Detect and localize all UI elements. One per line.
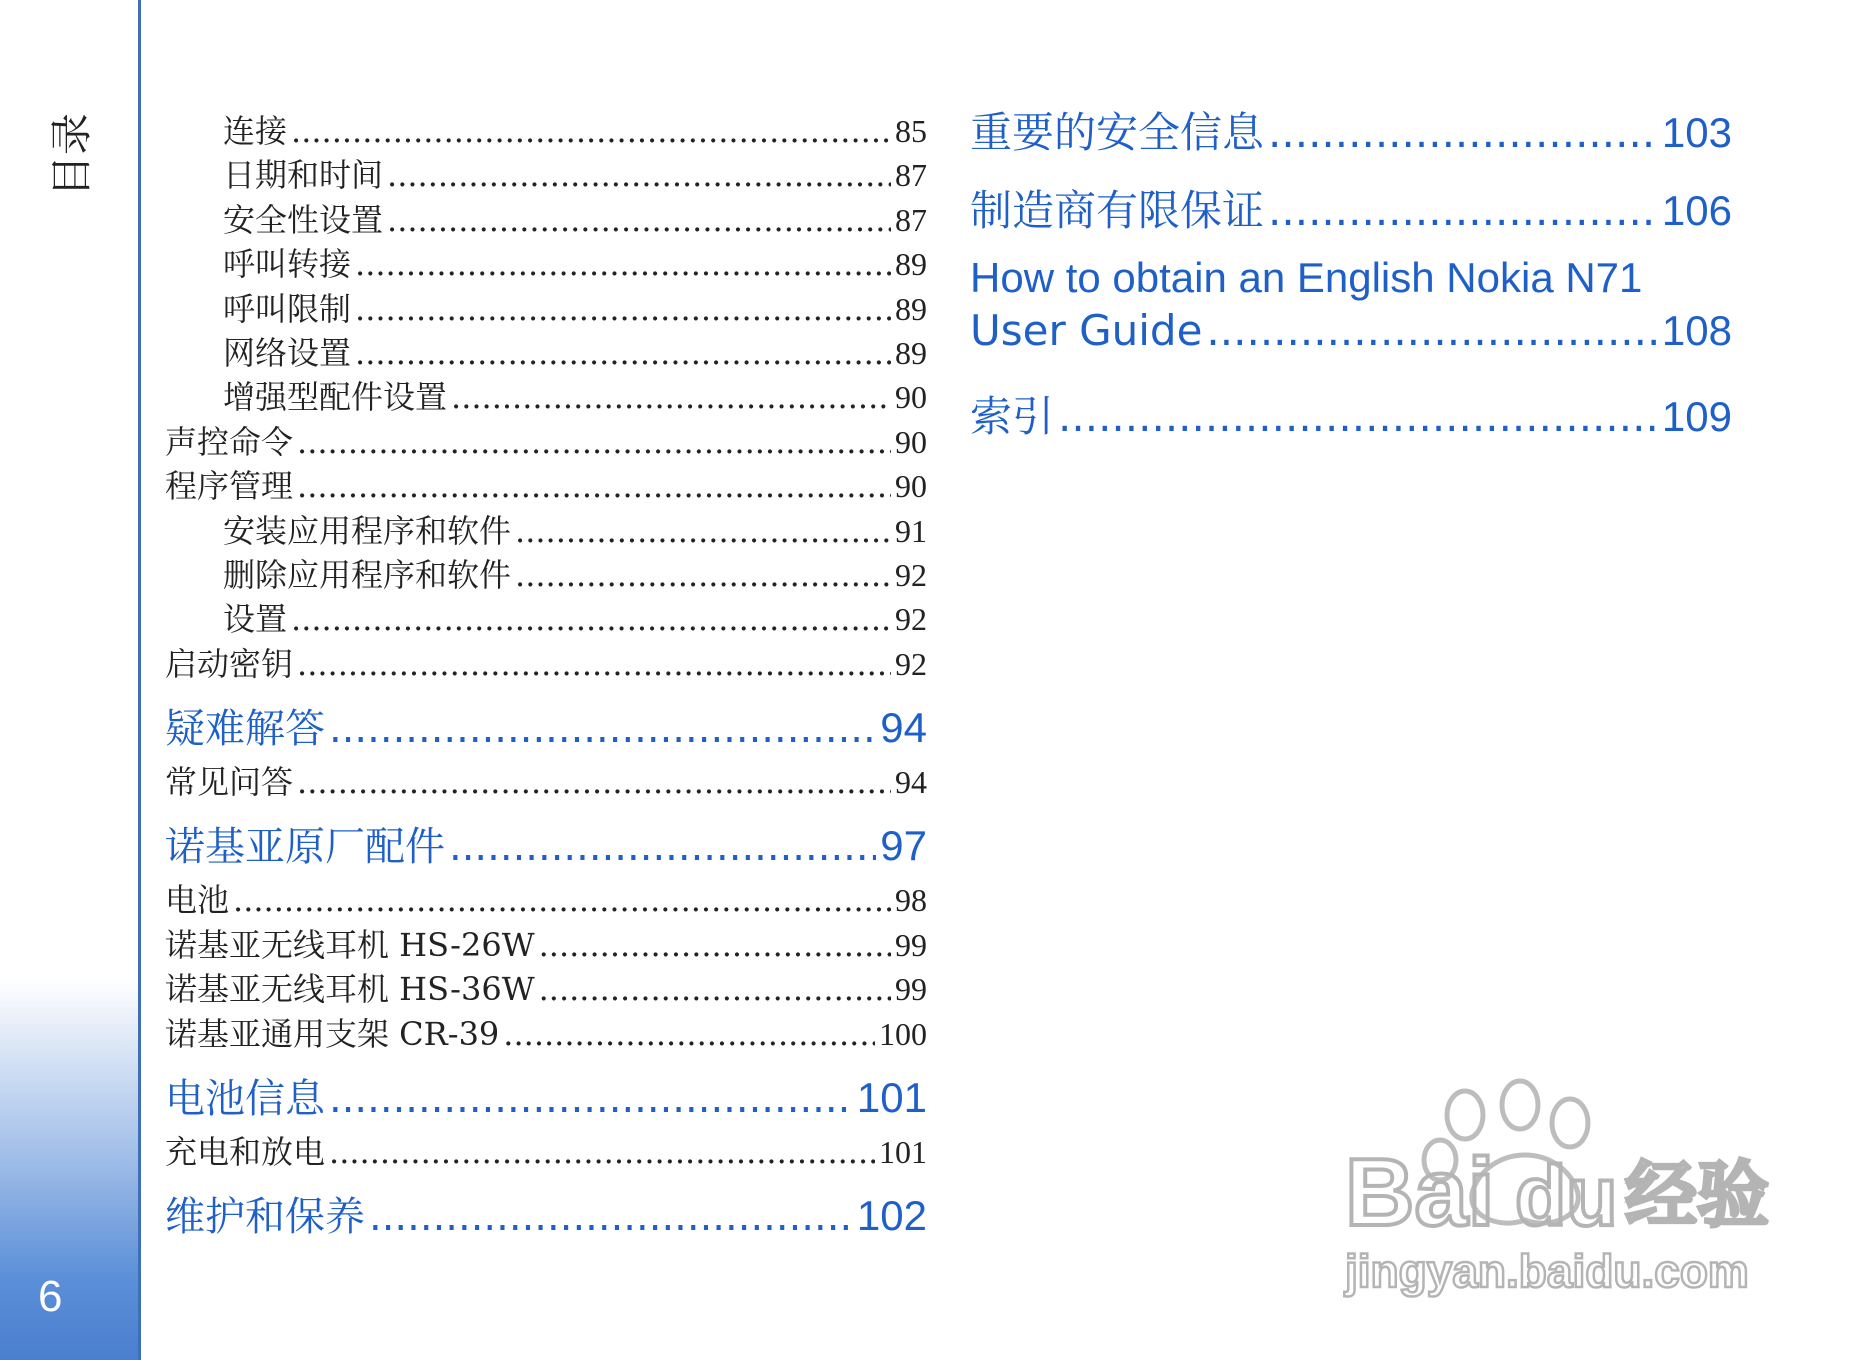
toc-entry[interactable] (165, 1127, 927, 1171)
toc-entry[interactable] (165, 964, 927, 1008)
toc-section-heading[interactable] (970, 306, 1732, 370)
toc-entry-page: 92 (895, 556, 927, 593)
toc-entry-page: 101 (856, 1074, 927, 1122)
toc-entry-page: 91 (895, 512, 927, 549)
toc-section-heading[interactable] (970, 384, 1732, 448)
toc-entry-title: 充电和放电 (165, 1133, 326, 1172)
svg-text:Bai: Bai (1345, 1139, 1495, 1246)
toc-entry-title: 日期和时间 (223, 156, 384, 195)
toc-dot-leader (297, 763, 891, 801)
toc-entry-page: 99 (895, 971, 927, 1008)
toc-entry[interactable] (165, 1009, 927, 1053)
toc-entry-title: 呼叫转接 (223, 245, 352, 284)
toc-entry-title: 设置 (223, 600, 288, 639)
toc-dot-leader (355, 245, 891, 283)
toc-entry[interactable] (165, 550, 927, 594)
toc-entry-title: 常见问答 (165, 763, 294, 802)
baidu-paw-logo-icon (1325, 1075, 1795, 1305)
toc-section-heading[interactable] (165, 815, 927, 875)
toc-entry-title: 启动密钥 (165, 644, 294, 683)
toc-dot-leader (1058, 392, 1658, 441)
toc-section-heading[interactable] (970, 100, 1732, 164)
toc-entry-title: 网络设置 (223, 333, 352, 372)
toc-entry-page: 89 (895, 290, 927, 327)
toc-dot-leader (329, 1076, 853, 1122)
toc-entry[interactable] (165, 284, 927, 328)
toc-entry-title: User Guide (970, 306, 1203, 355)
toc-entry-title: 声控命令 (165, 422, 294, 461)
toc-dot-leader (369, 1194, 853, 1240)
toc-entry[interactable] (165, 106, 927, 150)
toc-entry-page: 87 (895, 157, 927, 194)
toc-dot-leader (503, 1015, 875, 1053)
toc-dot-leader (539, 970, 891, 1008)
toc-entry-title: 电池信息 (165, 1076, 325, 1123)
toc-entry-page: 90 (895, 468, 927, 505)
toc-dot-leader (515, 556, 891, 594)
toc-entry-title: 诺基亚原厂配件 (165, 824, 445, 871)
toc-dot-leader (1268, 186, 1658, 235)
toc-dot-leader (387, 201, 891, 239)
svg-text:经验: 经验 (1625, 1153, 1770, 1237)
toc-heading-line[interactable]: How to obtain an English Nokia N71 (970, 254, 1643, 301)
svg-text:du: du (1515, 1149, 1618, 1243)
toc-entry[interactable] (165, 506, 927, 550)
toc-dot-leader (355, 334, 891, 372)
toc-dot-leader (233, 881, 891, 919)
toc-entry[interactable] (165, 461, 927, 505)
sidebar-section-title: 目录 (47, 112, 97, 198)
svg-text:jingyan.baidu.com: jingyan.baidu.com (1345, 1245, 1749, 1297)
toc-entry-title: 电池 (165, 881, 230, 920)
toc-entry-title: 连接 (223, 112, 288, 150)
toc-entry[interactable] (165, 594, 927, 638)
toc-dot-leader (449, 824, 876, 870)
toc-entry[interactable] (165, 150, 927, 194)
toc-entry-page: 90 (895, 423, 927, 460)
toc-entry-title: 诺基亚无线耳机 HS-36W (165, 970, 535, 1009)
toc-entry[interactable] (165, 757, 927, 801)
toc-entry-page: 94 (895, 764, 927, 801)
toc-entry-page: 108 (1661, 307, 1732, 354)
toc-dot-leader (387, 156, 891, 194)
sidebar-divider (138, 0, 141, 1360)
toc-entry-page: 98 (895, 882, 927, 919)
toc-dot-leader (297, 467, 891, 505)
toc-entry-page: 97 (880, 822, 927, 870)
toc-entry[interactable] (165, 195, 927, 239)
toc-entry[interactable] (165, 328, 927, 372)
toc-dot-leader (329, 706, 876, 752)
toc-entry-page: 106 (1661, 187, 1732, 234)
toc-section-heading[interactable] (970, 178, 1732, 242)
toc-dot-leader (291, 600, 891, 638)
toc-entry-title: 增强型配件设置 (223, 378, 448, 417)
toc-entry[interactable] (165, 875, 927, 919)
toc-dot-leader (1268, 108, 1658, 157)
toc-entry-title: 删除应用程序和软件 (223, 555, 512, 594)
toc-entry-page: 87 (895, 201, 927, 238)
toc-entry-page: 92 (895, 601, 927, 638)
toc-entry[interactable] (165, 239, 927, 283)
toc-entry-title: 呼叫限制 (223, 289, 352, 328)
toc-entry-title: 诺基亚无线耳机 HS-26W (165, 925, 535, 964)
toc-dot-leader (291, 112, 891, 150)
toc-entry-title: 安装应用程序和软件 (223, 511, 512, 550)
toc-section-heading[interactable] (165, 697, 927, 757)
toc-entry-page: 89 (895, 334, 927, 371)
toc-entry-page: 89 (895, 246, 927, 283)
toc-entry-title: 索引 (970, 392, 1055, 441)
toc-dot-leader (297, 645, 891, 683)
toc-entry-page: 90 (895, 379, 927, 416)
toc-entry-page: 94 (880, 704, 927, 752)
toc-entry[interactable] (165, 639, 927, 683)
toc-entry-title: 维护和保养 (165, 1194, 365, 1241)
toc-dot-leader (451, 378, 891, 416)
toc-entry-title: 安全性设置 (223, 200, 384, 239)
toc-left-column (165, 106, 927, 1245)
toc-dot-leader (297, 423, 891, 461)
toc-entry-page: 92 (895, 645, 927, 682)
toc-entry-title: 制造商有限保证 (970, 186, 1265, 235)
toc-entry-title: 程序管理 (165, 467, 294, 506)
toc-entry-page: 102 (856, 1192, 927, 1240)
toc-entry-title: 诺基亚通用支架 CR-39 (165, 1014, 500, 1053)
page-number: 6 (38, 1272, 63, 1321)
toc-section-heading[interactable] (165, 1067, 927, 1127)
toc-section-heading[interactable] (165, 1185, 927, 1245)
toc-entry-page: 85 (895, 113, 927, 149)
toc-dot-leader (329, 1133, 875, 1171)
toc-dot-leader (539, 926, 891, 964)
toc-entry-title: 疑难解答 (165, 706, 325, 753)
toc-entry-page: 99 (895, 926, 927, 963)
toc-entry-page: 109 (1661, 393, 1732, 440)
toc-entry[interactable] (165, 417, 927, 461)
toc-entry-page: 101 (879, 1134, 927, 1171)
toc-entry[interactable] (165, 372, 927, 416)
toc-right-column (970, 100, 1732, 448)
toc-dot-leader (355, 290, 891, 328)
toc-entry-page: 103 (1661, 109, 1732, 156)
toc-entry-page: 100 (879, 1015, 927, 1052)
baidu-jingyan-watermark (1325, 1075, 1795, 1305)
toc-entry-title: 重要的安全信息 (970, 108, 1265, 157)
toc-dot-leader (1206, 306, 1658, 355)
toc-dot-leader (515, 512, 891, 550)
toc-entry[interactable] (165, 920, 927, 964)
